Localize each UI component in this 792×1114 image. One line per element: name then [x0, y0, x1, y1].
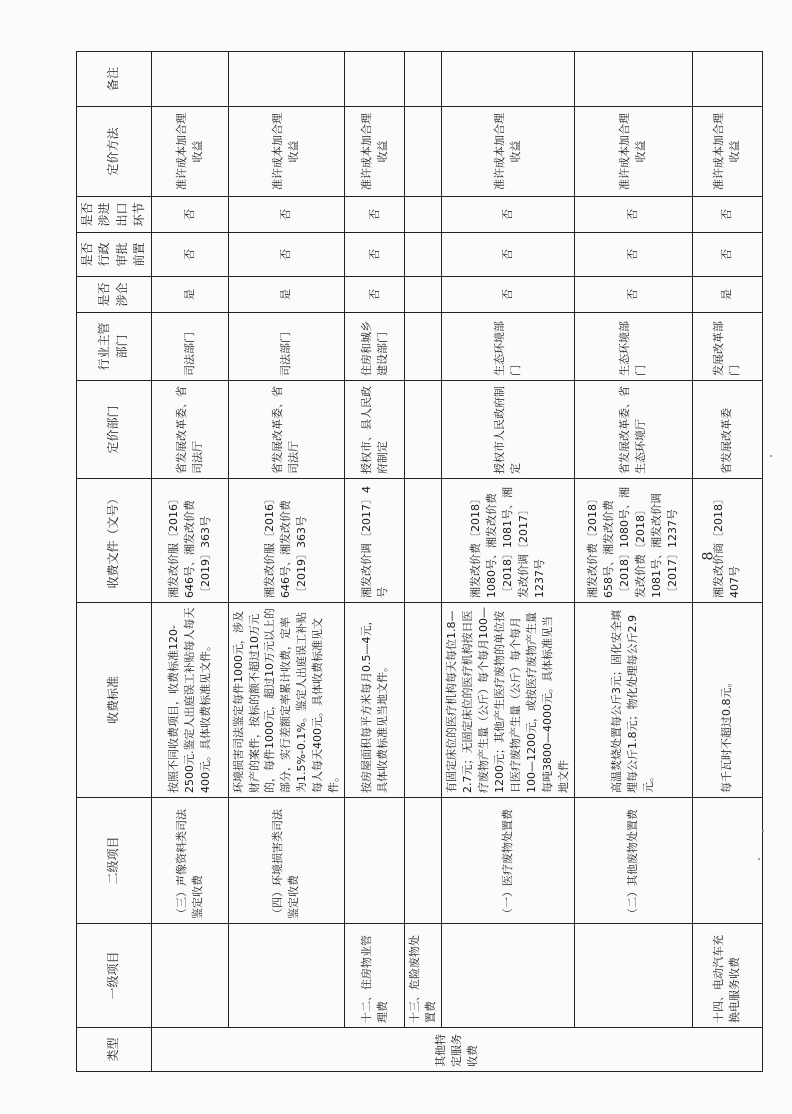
import-export-cell: 否 — [228, 197, 345, 233]
scan-speck — [770, 455, 772, 457]
method-cell: 准许成本加合理收益 — [345, 107, 405, 197]
header-level1: 一级项目 — [77, 924, 152, 1028]
level1-cell — [151, 924, 228, 1028]
approval-cell — [405, 233, 442, 277]
import-export-cell: 否 — [442, 197, 575, 233]
enterprise-cell: 否 — [574, 277, 692, 313]
method-cell: 准许成本加合理收益 — [151, 107, 228, 197]
header-row — [77, 52, 152, 1072]
remark-cell — [692, 52, 762, 107]
approval-cell: 否 — [442, 233, 575, 277]
table-row — [151, 52, 228, 1072]
header-type: 类型 — [77, 1028, 152, 1072]
pricing-dept-cell — [405, 381, 442, 479]
fee-table — [76, 51, 763, 1072]
supervisor-cell: 发展改革部门 — [692, 313, 762, 381]
standard-cell: 按房屋面积每平方米每月0.5—4元，具体收费标准见当地文件。 — [345, 603, 405, 798]
enterprise-cell: 否 — [442, 277, 575, 313]
supervisor-cell: 生态环境部门 — [574, 313, 692, 381]
scan-speck — [758, 858, 760, 860]
method-cell: 准许成本加合理收益 — [574, 107, 692, 197]
document-cell: 湘发改价调〔2017〕4号 — [345, 479, 405, 603]
header-document: 收费文件（文号） — [77, 479, 152, 603]
enterprise-cell — [405, 277, 442, 313]
level1-cell: 十二、住房物业管理费 — [345, 924, 405, 1028]
document-cell: 湘发改价费〔2018〕1080号、湘发改价费〔2018〕1081号、湘发改价调〔2017〕1237号 — [442, 479, 575, 603]
enterprise-cell: 是 — [692, 277, 762, 313]
pricing-dept-cell: 省发展改革委、省生态环境厅 — [574, 381, 692, 479]
import-export-cell: 否 — [345, 197, 405, 233]
table-row — [442, 52, 575, 1072]
type-cell: 其他特定服务收费 — [151, 1028, 762, 1072]
standard-cell — [405, 603, 442, 798]
supervisor-cell: 司法部门 — [151, 313, 228, 381]
table-row — [574, 52, 692, 1072]
level2-cell: （四）环境损害类司法鉴定收费 — [228, 798, 345, 924]
enterprise-cell: 是 — [228, 277, 345, 313]
document-cell: 湘发改价服〔2016〕646号、湘发改价费〔2019〕363号 — [228, 479, 345, 603]
level1-cell: 十四、电动汽车充换电服务收费 — [692, 924, 762, 1028]
header-involves-enterprise: 是否涉企 — [77, 277, 152, 313]
header-import-export: 是否涉进出口环节 — [77, 197, 152, 233]
remark-cell — [405, 52, 442, 107]
pricing-dept-cell: 省发展改革委、省司法厅 — [228, 381, 345, 479]
table-row — [405, 52, 442, 1072]
approval-cell: 否 — [692, 233, 762, 277]
level2-cell: （一）医疗废物处置费 — [442, 798, 575, 924]
supervisor-cell: 住房和城乡建设部门 — [345, 313, 405, 381]
standard-cell: 环境损害司法鉴定每件1000元，涉及财产的案件，按标的额不超过10万元的，每件1000元，超过10万元以上的部分，实行差额定率累计收费，定率为1.5%-0.1%。鉴定人出庭误工补贴每人每天400元。具体收费标准见文件。 — [228, 603, 345, 798]
supervisor-cell — [405, 313, 442, 381]
document-cell: 湘发改价商〔2018〕407号 — [692, 479, 762, 603]
level1-cell — [228, 924, 345, 1028]
document-cell: 湘发改价费〔2018〕658号、湘发改价费〔2018〕1080号、湘发改价费〔2018〕1081号、湘发改价调〔2017〕1237号 — [574, 479, 692, 603]
level1-cell — [442, 924, 575, 1028]
supervisor-cell: 生态环境部门 — [442, 313, 575, 381]
method-cell: 准许成本加合理收益 — [228, 107, 345, 197]
remark-cell — [151, 52, 228, 107]
header-standard: 收费标准 — [77, 603, 152, 798]
standard-cell: 高温焚烧处置每公斤3元；固化安全填埋每公斤1.8元；物化处理每公斤2.9元。 — [574, 603, 692, 798]
method-cell: 准许成本加合理收益 — [692, 107, 762, 197]
approval-cell: 否 — [151, 233, 228, 277]
import-export-cell: 否 — [692, 197, 762, 233]
enterprise-cell: 是 — [151, 277, 228, 313]
level2-cell — [692, 798, 762, 924]
document-cell — [405, 479, 442, 603]
standard-cell: 有固定床位的医疗机构每天每位1.8—2.7元；无固定床位的医疗机构按日医疗废物产生量（公斤）每个每月100—1200元；其他产生医疗废物的单位按日医疗废物产生量（公斤）每个每月100—1200元，或按医疗废物产生量每吨3800—4000元。具体标准见当地文件 — [442, 603, 575, 798]
enterprise-cell: 否 — [345, 277, 405, 313]
remark-cell — [442, 52, 575, 107]
table-row — [345, 52, 405, 1072]
standard-cell: 每千瓦时不超过0.8元。 — [692, 603, 762, 798]
header-pricing-dept: 定价部门 — [77, 381, 152, 479]
level1-cell: 十三、危险废物处置费 — [405, 924, 442, 1028]
remark-cell — [345, 52, 405, 107]
import-export-cell: 否 — [151, 197, 228, 233]
header-admin-approval: 是否行政审批前置 — [77, 233, 152, 277]
standard-cell: 按照不同收费项目，收费标准120-2500元.鉴定人出庭误工补贴每人每天400元。具体收费标准见文件。 — [151, 603, 228, 798]
pricing-dept-cell: 省发展改革委 — [692, 381, 762, 479]
approval-cell: 否 — [574, 233, 692, 277]
remark-cell — [228, 52, 345, 107]
remark-cell — [574, 52, 692, 107]
level2-cell — [345, 798, 405, 924]
pricing-dept-cell: 授权市、县人民政府制定 — [345, 381, 405, 479]
table-row — [228, 52, 345, 1072]
pricing-dept-cell: 省发展改革委、省司法厅 — [151, 381, 228, 479]
table-row — [692, 52, 762, 1072]
rotated-table-container — [76, 52, 741, 1072]
level2-cell: （三）声像资料类司法鉴定收费 — [151, 798, 228, 924]
supervisor-cell: 司法部门 — [228, 313, 345, 381]
level1-cell — [574, 924, 692, 1028]
method-cell — [405, 107, 442, 197]
level2-cell: （二）其他废物处置费 — [574, 798, 692, 924]
scan-speck — [762, 830, 764, 832]
page-number: 8 — [700, 551, 717, 561]
import-export-cell: 否 — [574, 197, 692, 233]
level2-cell — [405, 798, 442, 924]
header-level2: 二级项目 — [77, 798, 152, 924]
header-supervisor: 行业主管部门 — [77, 313, 152, 381]
pricing-dept-cell: 授权市人民政府制定 — [442, 381, 575, 479]
header-pricing-method: 定价方法 — [77, 107, 152, 197]
document-cell: 湘发改价服〔2016〕646号、湘发改价费〔2019〕363号 — [151, 479, 228, 603]
import-export-cell — [405, 197, 442, 233]
approval-cell: 否 — [345, 233, 405, 277]
approval-cell: 否 — [228, 233, 345, 277]
method-cell: 准许成本加合理收益 — [442, 107, 575, 197]
header-remark: 备注 — [77, 52, 152, 107]
